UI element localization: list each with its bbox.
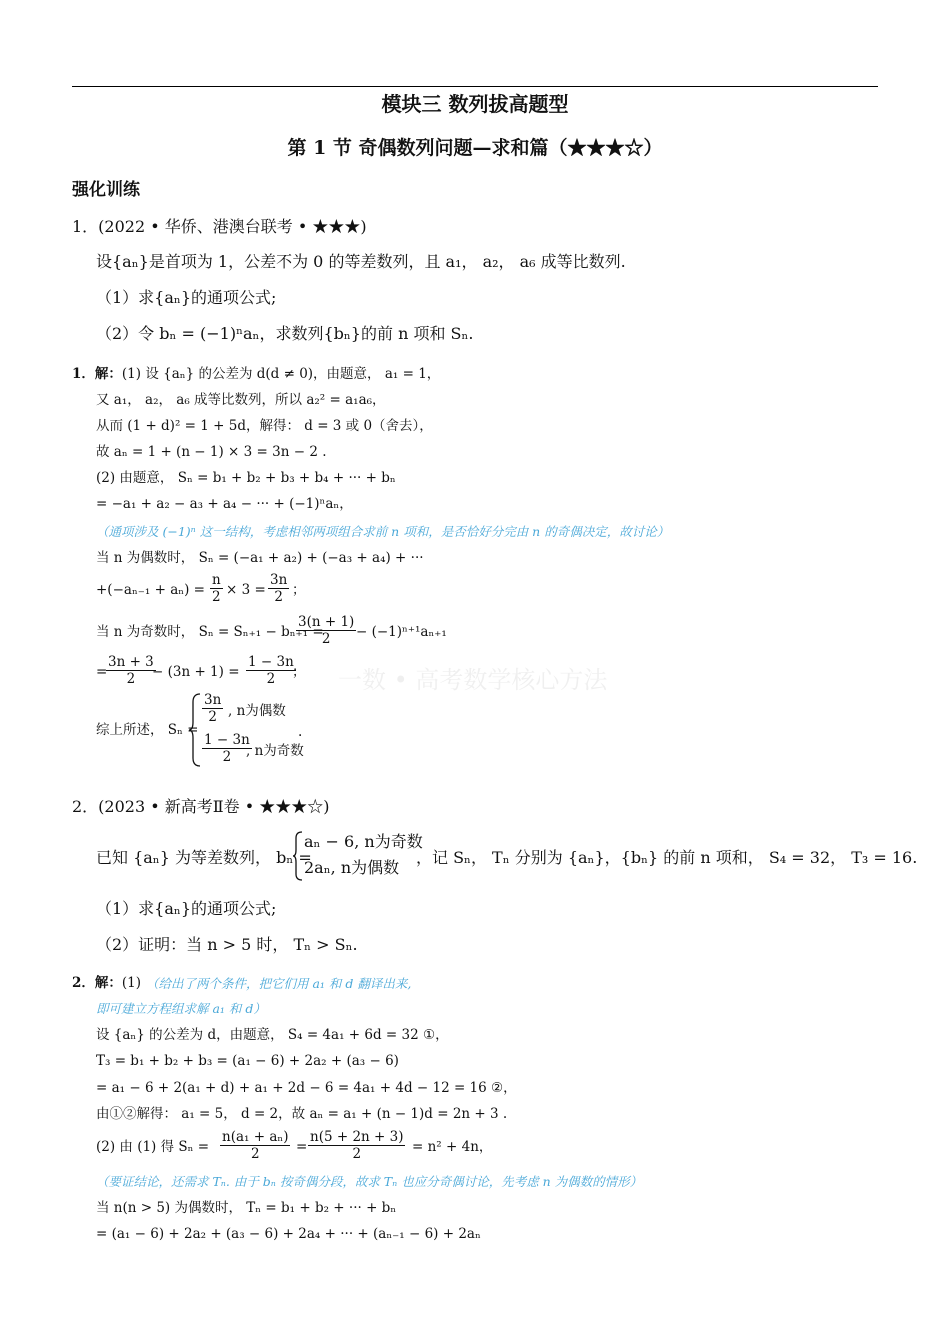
even-fraction-2 [268, 572, 289, 605]
solution2-line1 [72, 973, 141, 993]
solution2-note2: （要证结论，还需求 Tₙ. 由于 bₙ 按奇偶分段，故求 Tₙ 也应分奇偶讨论，先考虑 n 为偶数的情形） [96, 1174, 643, 1189]
case1-text: , n为偶数 [228, 703, 286, 719]
summary-brace [188, 692, 202, 768]
case2-fraction [202, 732, 252, 765]
solution1-line1-text: (1) 设 {aₙ} 的公差为 d(d ≠ 0)，由题意， a₁ = 1， [121, 366, 441, 382]
solution1-line6: = −a₁ + a₂ − a₃ + a₄ − ··· + (−1)ⁿaₙ， [96, 496, 353, 512]
solution1-lead: 1．解： [72, 366, 122, 382]
case1-den: 2 [208, 709, 217, 725]
summary-end: . [298, 724, 303, 740]
solution1-odd-line1a: 当 n 为奇数时， Sₙ = Sₙ₊₁ − bₙ₊₁ = [96, 624, 324, 640]
solution2-line6a: (2) 由 (1) 得 Sₙ = [96, 1139, 210, 1155]
module-title: 模块三 数列拔高题型 [381, 92, 569, 116]
even-fraction-1-num: n [212, 572, 221, 588]
problem2-brace [292, 830, 304, 882]
odd-fraction-2-den: 2 [126, 671, 136, 687]
odd-fraction-1-num: 3(n + 1) [298, 614, 355, 630]
s2-fraction-1-num: n(a₁ + aₙ) [222, 1129, 289, 1145]
header-rule [72, 86, 878, 87]
section-title: 第 1 节 奇偶数列问题—求和篇（★★★☆） [287, 137, 663, 159]
s2-fraction-2-den: 2 [352, 1146, 362, 1162]
solution1-line3: 从而 (1 + d)² = 1 + 5d，解得： d = 3 或 0（舍去）， [96, 418, 433, 434]
solution2-line2: 设 {aₙ} 的公差为 d，由题意， S₄ = 4a₁ + 6d = 32 ①， [96, 1027, 449, 1043]
solution1-line1 [72, 364, 440, 384]
case2-den: 2 [222, 749, 232, 765]
solution1-note: （通项涉及 (−1)ⁿ 这一结构，考虑相邻两项组合求前 n 项和，是否恰好分完由 n 的奇偶决定，故讨论） [96, 524, 670, 539]
odd-fraction-3-den: 2 [266, 671, 276, 687]
solution2-note1b: 即可建立方程组求解 a₁ 和 d） [96, 1001, 266, 1016]
solution1-odd-line2c: ； [292, 664, 306, 680]
s2-fraction-2-num: n(5 + 2n + 3) [310, 1129, 404, 1145]
problem1-statement: 设{aₙ}是首项为 1，公差不为 0 的等差数列，且 a₁， a₂， a₆ 成等比数列. [96, 252, 626, 271]
case1-fraction [202, 692, 223, 725]
solution1-even-line1: 当 n 为偶数时， Sₙ = (−a₁ + a₂) + (−a₃ + a₄) + ··· [96, 550, 424, 566]
case2-text: , n为奇数 [246, 743, 304, 759]
case2-num: 1 − 3n [204, 732, 250, 748]
solution1-line5: (2) 由题意， Sₙ = b₁ + b₂ + b₃ + b₄ + ··· + bₙ [96, 470, 396, 486]
solution2-line5: 由①②解得： a₁ = 5， d = 2，故 aₙ = a₁ + (n − 1)d = 2n + 3 . [96, 1106, 508, 1122]
even-fraction-1 [210, 572, 223, 605]
solution1-even-line2c: ； [292, 582, 306, 598]
even-fraction-1-den: 2 [212, 589, 221, 605]
s2-fraction-1 [220, 1129, 290, 1162]
solution1-line4: 故 aₙ = 1 + (n − 1) × 3 = 3n − 2 . [96, 444, 327, 460]
problem2-part1: （1）求{aₙ}的通项公式; [96, 899, 277, 918]
problem1-label: 1．(2022 • 华侨、港澳台联考 • ★★★) [72, 217, 367, 236]
even-fraction-2-den: 2 [274, 589, 283, 605]
s2-fraction-2 [308, 1129, 405, 1162]
solution2-line1-text: (1) [121, 975, 142, 991]
solution1-line2: 又 a₁， a₂， a₆ 成等比数列，所以 a₂² = a₁a₆， [96, 392, 386, 408]
odd-fraction-1 [296, 614, 356, 647]
watermark: 一数 • 高考数学核心方法 [338, 666, 608, 694]
solution1-even-line2a: +(−aₙ₋₁ + aₙ) = [96, 582, 205, 598]
odd-fraction-2 [106, 654, 156, 687]
solution1-odd-line2a: = [96, 664, 108, 680]
solution2-line6c: = n² + 4n， [412, 1139, 493, 1155]
even-fraction-2-num: 3n [270, 572, 288, 588]
problem2-part2: （2）证明：当 n > 5 时， Tₙ > Sₙ. [96, 935, 358, 954]
solution2-note1a: （给出了两个条件，把它们用 a₁ 和 d 翻译出来, [146, 976, 412, 991]
solution2-line8: = (a₁ − 6) + 2a₂ + (a₃ − 6) + 2a₄ + ··· + (aₙ₋₁ − 6) + 2aₙ [96, 1226, 481, 1242]
problem2-statement-b: ，记 Sₙ， Tₙ 分别为 {aₙ}，{bₙ} 的前 n 项和， S₄ = 32， T₃ = 16. [416, 848, 918, 867]
case1-num: 3n [204, 692, 222, 708]
problem1-part1: （1）求{aₙ}的通项公式; [96, 288, 277, 307]
odd-fraction-3-num: 1 − 3n [248, 654, 294, 670]
odd-fraction-2-num: 3n + 3 [108, 654, 154, 670]
solution2-line6b: = [296, 1139, 308, 1155]
problem2-statement-a: 已知 {aₙ} 为等差数列， bₙ = [96, 848, 312, 867]
odd-fraction-3 [246, 654, 296, 687]
solution2-line3: T₃ = b₁ + b₂ + b₃ = (a₁ − 6) + 2a₂ + (a₃ − 6) [96, 1053, 399, 1069]
odd-fraction-1-den: 2 [321, 631, 331, 647]
problem2-label: 2．(2023 • 新高考Ⅱ卷 • ★★★☆) [72, 797, 330, 816]
solution2-line7: 当 n(n > 5) 为偶数时， Tₙ = b₁ + b₂ + ··· + bₙ [96, 1200, 397, 1216]
subtitle: 强化训练 [72, 180, 140, 200]
solution1-odd-line1b: − (−1)ⁿ⁺¹aₙ₊₁ [356, 624, 447, 640]
problem1-part2: （2）令 bₙ = (−1)ⁿaₙ，求数列{bₙ}的前 n 项和 Sₙ. [96, 324, 474, 343]
s2-fraction-1-den: 2 [250, 1146, 260, 1162]
solution1-even-line2b: × 3 = [226, 582, 266, 598]
problem2-case1: aₙ − 6, n为奇数 [304, 832, 423, 851]
problem2-case2: 2aₙ, n为偶数 [304, 858, 400, 877]
solution1-odd-line2b: − (3n + 1) = [152, 664, 240, 680]
solution1-summary-lead: 综上所述， Sₙ = [96, 722, 199, 738]
solution2-line4: = a₁ − 6 + 2(a₁ + d) + a₁ + 2d − 6 = 4a₁ + 4d − 12 = 16 ②， [96, 1080, 517, 1096]
solution2-lead: 2．解： [72, 975, 122, 991]
